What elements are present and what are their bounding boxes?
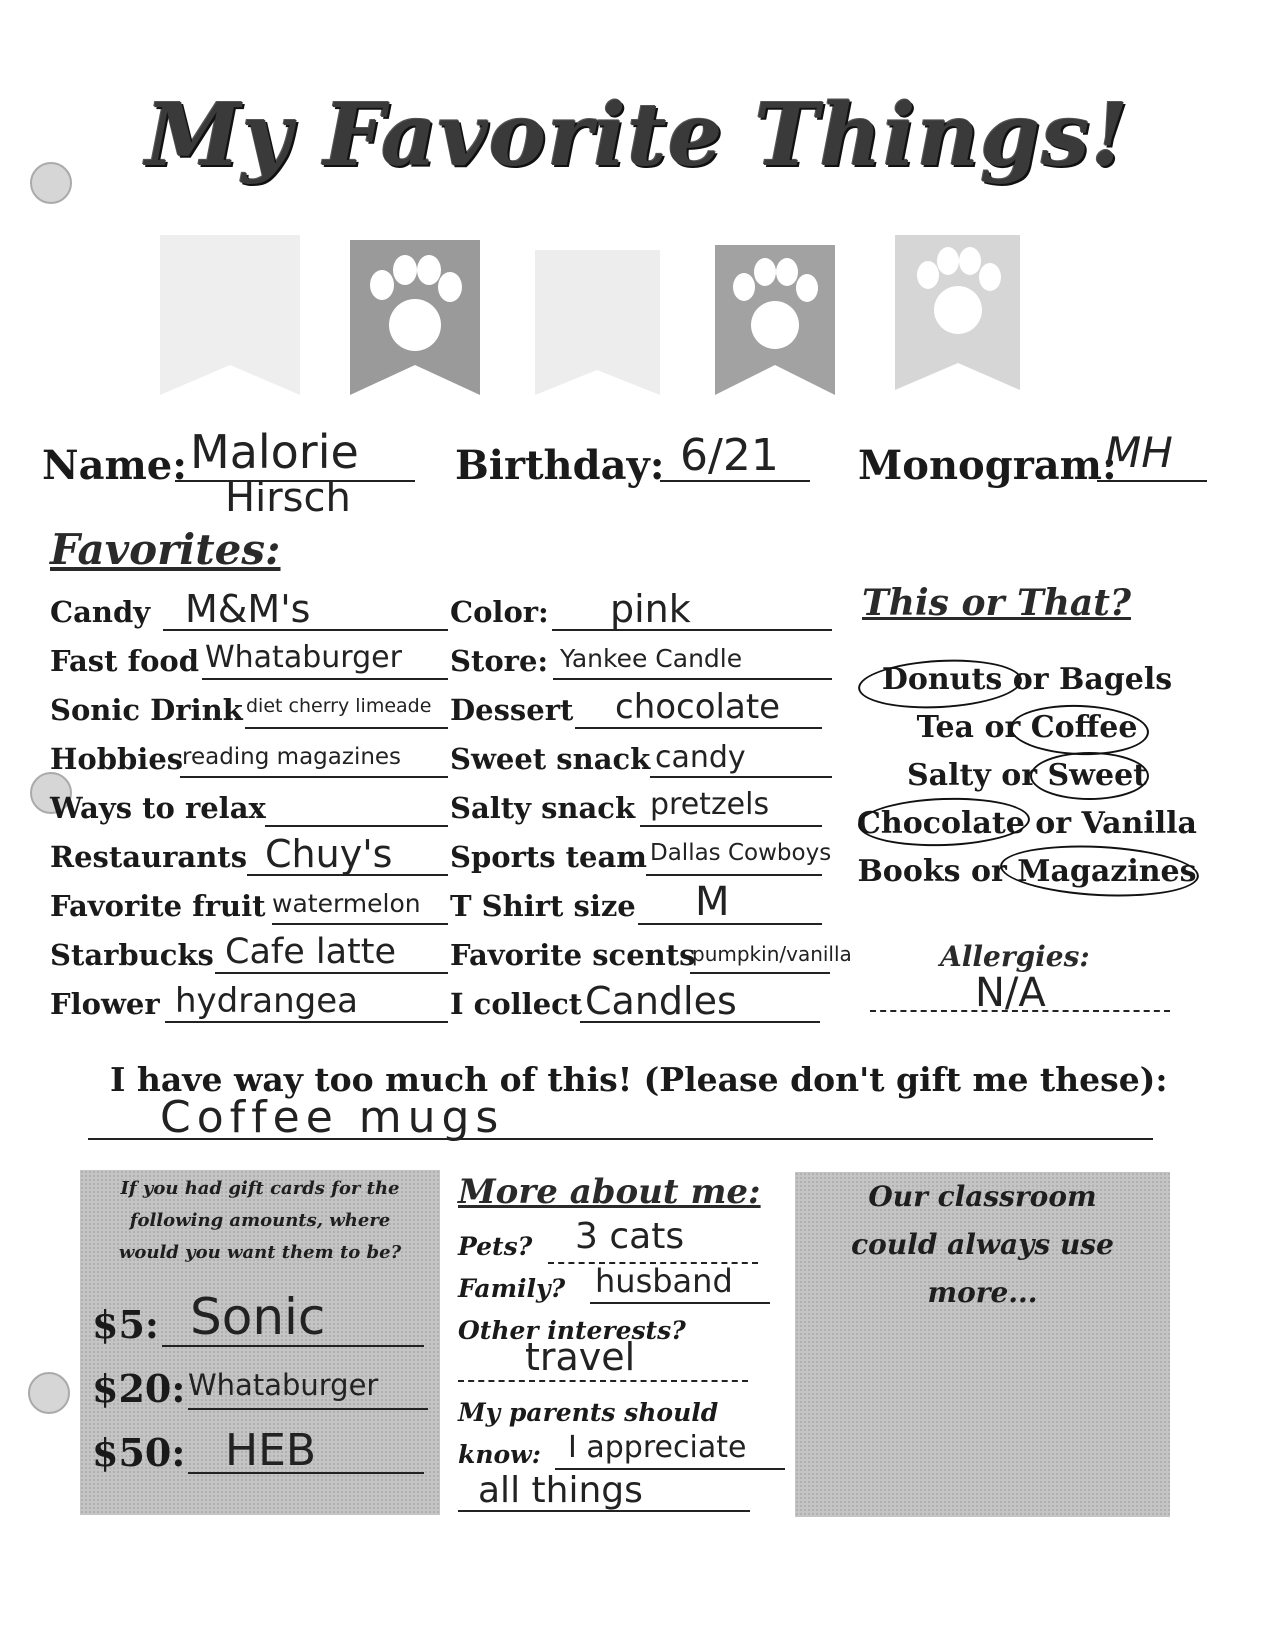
more-about-heading: More about me:	[458, 1172, 761, 1212]
favorite-row-t-shirt-size	[450, 879, 840, 938]
gift-value-5: Sonic	[190, 1288, 326, 1346]
gift-value-20: Whataburger	[188, 1368, 379, 1402]
favorite-value: chocolate	[615, 687, 781, 727]
gift-amount-50: $50:	[92, 1430, 186, 1475]
favorite-line[interactable]	[552, 629, 832, 631]
favorite-label: Fast food	[50, 644, 200, 678]
favorite-label: T Shirt size	[450, 889, 636, 923]
favorite-line[interactable]	[180, 776, 448, 778]
name-label: Name:	[42, 442, 188, 489]
pets-label: Pets?	[458, 1232, 533, 1261]
choice-a[interactable]: Chocolate	[857, 806, 1025, 841]
choice-b[interactable]: Magazines	[1017, 854, 1197, 889]
choice-or: or	[1001, 758, 1038, 793]
too-much-value: Coffee mugs	[160, 1092, 505, 1143]
allergies-value: N/A	[975, 970, 1046, 1016]
favorite-value: pretzels	[650, 787, 770, 822]
monogram-label: Monogram:	[858, 442, 1117, 489]
favorite-value: Dallas Cowboys	[650, 840, 832, 866]
favorite-value: Yankee Candle	[560, 644, 743, 673]
favorite-value: pink	[610, 587, 691, 631]
favorite-value: pumpkin/vanilla	[692, 942, 852, 966]
gift-cards-heading-3: would you want them to be?	[118, 1242, 402, 1263]
favorite-label: Flower	[50, 987, 160, 1021]
binder-hole-bottom	[28, 1372, 70, 1414]
choice-b[interactable]: Coffee	[1030, 710, 1138, 745]
favorite-value: M	[695, 879, 730, 925]
favorites-middle-column	[450, 587, 852, 1036]
paw-banner-1	[160, 235, 300, 395]
favorites-left-column	[50, 587, 450, 1036]
favorite-row-salty-snack	[450, 787, 840, 840]
favorite-row-hobbies	[50, 742, 450, 791]
favorite-row-color	[450, 587, 840, 644]
paw-banner-2	[350, 240, 480, 395]
favorite-row-candy	[50, 587, 450, 644]
interests-value: travel	[525, 1335, 636, 1379]
name-value-2: Hirsch	[225, 475, 351, 521]
favorite-line[interactable]	[650, 776, 832, 778]
favorite-label: Sonic Drink	[50, 693, 243, 727]
favorite-value: diet cherry limeade	[246, 695, 432, 717]
paw-banner-4	[715, 245, 835, 395]
page-title: My Favorite Things!	[145, 85, 1130, 186]
favorite-row-fast-food	[50, 640, 450, 693]
favorite-label: Sports team	[450, 840, 647, 874]
favorite-label: Salty snack	[450, 791, 636, 825]
gift-amount-5: $5:	[92, 1302, 159, 1347]
classroom-line-3: more...	[927, 1276, 1038, 1309]
favorite-label: Store:	[450, 644, 549, 678]
gift-cards-heading-2: following amounts, where	[129, 1210, 391, 1231]
classroom-line-2: could always use	[851, 1228, 1114, 1261]
favorite-row-store	[450, 644, 840, 693]
classroom-box	[795, 1172, 1170, 1517]
favorite-line[interactable]	[575, 727, 822, 729]
favorite-value: Whataburger	[205, 640, 402, 675]
family-label: Family?	[458, 1274, 566, 1303]
favorite-label: Color:	[450, 595, 549, 629]
favorite-value: watermelon	[272, 889, 421, 918]
favorite-row-restaurants	[50, 832, 450, 889]
favorite-value: Cafe latte	[225, 932, 397, 972]
paw-banner-3	[535, 250, 660, 395]
favorites-heading: Favorites:	[50, 525, 281, 574]
favorite-line[interactable]	[690, 972, 830, 974]
gift-value-50: HEB	[225, 1425, 317, 1476]
favorite-row-sweet-snack	[450, 742, 840, 791]
paw-banner-row	[150, 225, 1070, 425]
favorite-row-sports-team	[450, 840, 840, 889]
favorite-value: hydrangea	[175, 981, 358, 1021]
choice-or: or	[984, 710, 1021, 745]
monogram-line[interactable]	[1097, 480, 1207, 482]
favorite-row-i-collect	[450, 979, 840, 1036]
choice-or: or	[1012, 662, 1049, 697]
choice-b[interactable]: Sweet	[1047, 758, 1148, 793]
favorite-value: Chuy's	[265, 832, 393, 876]
favorite-row-starbucks	[50, 932, 450, 987]
monogram-value: MH	[1105, 428, 1173, 477]
favorite-value: M&M's	[185, 587, 311, 631]
favorite-line[interactable]	[272, 923, 448, 925]
choice-b[interactable]: Vanilla	[1081, 806, 1197, 841]
choice-a[interactable]: Donuts	[881, 662, 1003, 697]
allergies-label: Allergies:	[940, 940, 1090, 973]
favorite-label: Ways to relax	[50, 791, 266, 825]
favorite-label: Favorite fruit	[50, 889, 266, 923]
pets-value: 3 cats	[575, 1216, 685, 1257]
choice-a[interactable]: Tea	[916, 710, 974, 745]
favorite-line[interactable]	[215, 972, 448, 974]
too-much-label: I have way too much of this! (Please don't gift me these):	[110, 1060, 1168, 1099]
this-or-that-heading: This or That?	[862, 582, 1131, 624]
parents-label-2: know:	[458, 1440, 541, 1469]
parents-value-1: I appreciate	[568, 1430, 747, 1465]
favorite-label: Starbucks	[50, 938, 214, 972]
choice-a[interactable]: Salty	[906, 758, 991, 793]
favorite-label: Candy	[50, 595, 151, 629]
family-line[interactable]	[590, 1302, 770, 1304]
favorite-value: reading magazines	[182, 744, 402, 770]
interests-label: Other interests?	[458, 1316, 686, 1345]
family-value: husband	[595, 1262, 733, 1300]
favorite-label: Dessert	[450, 693, 574, 727]
favorite-label: Restaurants	[50, 840, 248, 874]
favorite-line[interactable]	[265, 825, 448, 827]
gift-line-20[interactable]	[188, 1408, 428, 1410]
favorite-row-flower	[50, 981, 450, 1036]
gift-amount-20: $20:	[92, 1366, 186, 1411]
favorite-label: Hobbies	[50, 742, 184, 776]
birthday-label: Birthday:	[455, 442, 665, 489]
favorite-line[interactable]	[553, 678, 832, 680]
name-value: Malorie	[190, 425, 359, 479]
favorite-value: Candles	[585, 979, 737, 1023]
favorite-line[interactable]	[638, 923, 822, 925]
choice-or: or	[970, 854, 1007, 889]
favorite-row-sonic-drink	[50, 693, 450, 742]
this-or-that-row	[852, 758, 1202, 806]
gift-cards-heading-1: If you had gift cards for the	[120, 1178, 400, 1199]
choice-or: or	[1035, 806, 1072, 841]
favorite-line[interactable]	[165, 1021, 448, 1023]
parents-label-1: My parents should	[458, 1398, 719, 1427]
favorite-line[interactable]	[245, 727, 448, 729]
parents-value-2: all things	[478, 1470, 643, 1511]
favorite-label: Favorite scents	[450, 938, 696, 972]
favorite-line[interactable]	[646, 874, 822, 876]
favorite-row-favorite-fruit	[50, 889, 450, 938]
favorite-label: Sweet snack	[450, 742, 651, 776]
favorite-value: candy	[655, 740, 746, 775]
choice-a[interactable]: Books	[857, 854, 961, 889]
classroom-line-1: Our classroom	[868, 1180, 1097, 1213]
selection-circle-sweet	[1030, 752, 1149, 800]
favorite-line[interactable]	[202, 678, 448, 680]
choice-b[interactable]: Bagels	[1058, 662, 1173, 697]
favorite-row-dessert	[450, 687, 840, 742]
favorite-line[interactable]	[640, 825, 822, 827]
favorite-label: I collect	[450, 987, 583, 1021]
interests-line[interactable]	[458, 1380, 748, 1382]
paw-banner-5	[895, 235, 1020, 390]
birthday-value: 6/21	[680, 430, 779, 481]
